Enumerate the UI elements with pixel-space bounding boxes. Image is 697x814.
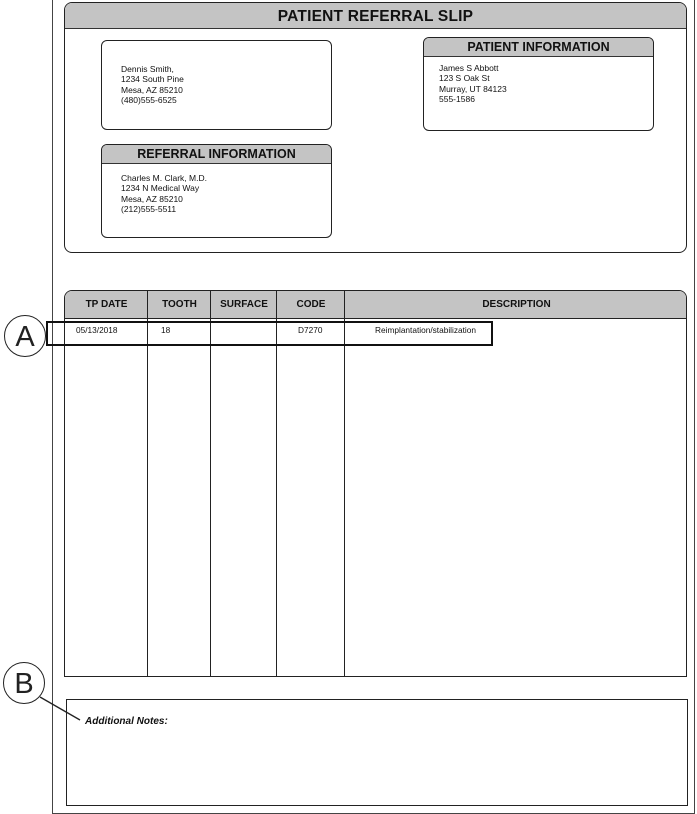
column-header-tooth: TOOTH: [162, 299, 197, 310]
column-header-tp-date: TP DATE: [85, 299, 128, 310]
callout-b-circle: B: [3, 662, 45, 704]
patient-city: Murray, UT 84123: [439, 83, 507, 94]
column-header-code: CODE: [296, 299, 326, 310]
cell-tp-date: 05/13/2018: [76, 325, 118, 335]
dentist-street: 1234 South Pine: [121, 74, 184, 85]
referral-information-header: REFERRAL INFORMATION: [102, 145, 331, 164]
referral-city: Mesa, AZ 85210: [121, 193, 183, 204]
cell-code: D7270: [298, 325, 323, 335]
referral-street: 1234 N Medical Way: [121, 183, 200, 194]
column-header-surface: SURFACE: [220, 299, 268, 310]
additional-notes-label: Additional Notes:: [85, 716, 168, 727]
callout-a-circle: A: [4, 315, 46, 357]
dentist-name: Dennis Smith,: [121, 64, 174, 74]
referral-name: Charles M. Clark, M.D.: [121, 173, 207, 183]
dentist-city: Mesa, AZ 85210: [121, 84, 183, 95]
form-title: PATIENT REFERRAL SLIP: [65, 3, 686, 29]
cell-tooth: 18: [161, 325, 171, 335]
column-header-description: DESCRIPTION: [482, 299, 551, 310]
patient-street: 123 S Oak St: [439, 73, 490, 84]
referral-phone: (212)555-5511: [121, 204, 177, 215]
patient-name: James S Abbott: [439, 63, 499, 73]
patient-information-header: PATIENT INFORMATION: [424, 38, 653, 57]
dentist-phone: (480)555-6525: [121, 95, 177, 106]
cell-description: Reimplantation/stabilization: [375, 325, 477, 335]
patient-phone: 555-1586: [439, 94, 475, 105]
